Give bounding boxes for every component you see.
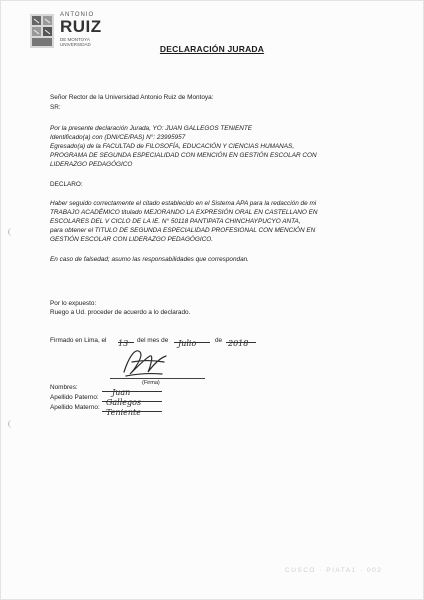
apellido-paterno-label: Apellido Paterno:: [50, 394, 99, 401]
apellido-materno-label: Apellido Materno:: [50, 404, 100, 411]
declaro-heading: DECLARO:: [50, 181, 83, 188]
date-year-line: [226, 333, 256, 348]
salutation: Señor Rector de la Universidad Antonio Ruiz de Montoya:: [50, 94, 214, 101]
nombres-line: [102, 382, 162, 397]
document-title: DECLARACIÓN JURADA: [159, 44, 265, 54]
logo-text-sub2: UNIVERSIDAD: [60, 42, 91, 47]
body-line-2: TRABAJO ACADÉMICO titulado MEJORANDO LA EXPRESIÓN ORAL EN CASTELLANO EN: [50, 209, 318, 216]
body-line-1: Haber seguido correctamente el citado establecido en el Sistema APA para la redacción de mi: [50, 200, 317, 207]
declarant-line-5: LIDERAZGO PEDAGÓGICO: [50, 161, 133, 168]
binder-mark: [8, 228, 15, 236]
date-mid: del mes de: [137, 337, 169, 344]
university-crest-icon: [30, 14, 54, 48]
apellido-materno-value: Teniente: [106, 408, 141, 417]
date-day-line: [118, 333, 134, 348]
nombres-value: Juan: [112, 388, 131, 397]
firma-label: (Firma): [142, 380, 160, 386]
sr-label: SR:: [50, 104, 61, 111]
logo-text-top: ANTONIO: [60, 12, 95, 18]
apellido-materno-line: [102, 402, 162, 417]
handwritten-signature: [120, 344, 172, 380]
closing-line-2: Ruego a Ud. proceder de acuerdo a lo declarado.: [50, 309, 191, 316]
declarant-line-4: PROGRAMA DE SEGUNDA ESPECIALIDAD CON MENCIÓN EN GESTIÓN ESCOLAR CON: [50, 152, 317, 159]
date-year-value: 2018: [228, 339, 249, 348]
date-month-line: [174, 333, 210, 348]
body-line-5: GESTIÓN ESCOLAR CON LIDERAZGO PEDAGÓGICO.: [50, 236, 213, 243]
apellido-paterno-value: Gallegos: [106, 398, 142, 407]
date-prefix: Firmado en Lima, el: [50, 337, 107, 344]
logo-text-main: RUIZ: [60, 17, 102, 36]
nombres-label: Nombres:: [50, 384, 78, 391]
faded-stamp: CUSCO · PIATA1 · 002: [285, 567, 383, 574]
date-day-value: 13: [118, 339, 129, 348]
date-de: de: [215, 337, 223, 344]
logo-text-sub1: DE MONTOYA: [60, 37, 90, 42]
declarant-line-1: Por la presente declaración Jurada, YO: JUAN GALLEGOS TENIENTE: [50, 125, 252, 132]
binder-mark: [8, 420, 15, 428]
apellido-paterno-line: [102, 392, 162, 407]
falsedad-statement: En caso de falsedad; asumo las responsabilidades que correspondan.: [50, 256, 249, 263]
body-line-3: ESCOLARES DEL V CICLO DE LA IE. N° 50118 PANTIPATA CHINCHAYPUCYO ANTA,: [50, 218, 301, 225]
date-month-value: Julio: [178, 339, 197, 348]
declarant-line-2: Identificado(a) con (DNI/CE/PAS) N°: 23995957: [50, 134, 186, 141]
body-line-4: para obtener el TITULO DE SEGUNDA ESPECIALIDAD PROFESIONAL CON MENCIÓN EN: [50, 227, 316, 234]
declarant-line-3: Egresado(a) de la FACULTAD de FILOSOFÍA, EDUCACIÓN Y CIENCIAS HUMANAS,: [50, 143, 295, 150]
closing-line-1: Por lo expuesto:: [50, 300, 97, 307]
